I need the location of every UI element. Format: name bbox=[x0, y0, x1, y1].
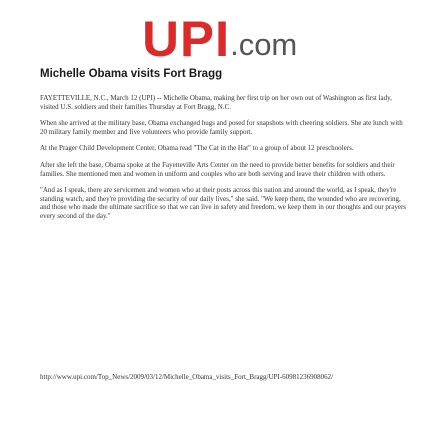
article-headline: Michelle Obama visits Fort Bragg bbox=[40, 68, 223, 80]
logo-main-text: UPI bbox=[141, 11, 230, 67]
article-paragraph: "And as I speak, there are servicemen and women who at their posts across this nation and around the world, as I speak, they're standing watch, and they're providing the security of our daily lives," she said. "We keep them, the wounded who are recovering, and those who made the ultimate sacrifice so that we can live in safety and freedom, we keep them in our thoughts and our prayers every second of the day." bbox=[40, 186, 407, 220]
article-body bbox=[40, 94, 410, 229]
upi-logo bbox=[0, 8, 440, 67]
article-paragraph: At the Prager Child Development Center, Obama read "The Cat in the Hat" to a group of about 12 preschoolers. bbox=[40, 144, 354, 153]
article-paragraph: FAYETTEVILLE, N.C., March 12 (UPI) -- Michelle Obama, making her first trip on her own out of Washington as first lady, visited U.S. soldiers and their families Thursday at Fort Bragg, N.C. bbox=[40, 94, 392, 111]
article-paragraph: When she arrived at the military base, Obama exchanged hugs and posed for snapshots with cheering soldiers. She ate lunch with 20 military family member and five volunteers who provide family support. bbox=[40, 119, 403, 136]
source-url: http://www.upi.com/Top_News/2009/03/12/Michelle_Obama_visits_Fort_Bragg/UPI-60981236908062/ bbox=[40, 373, 334, 381]
logo-dotcom-text: .com bbox=[230, 27, 298, 62]
article-paragraph: After she left the base, Obama spoke at the Fayetteville Arts Center on the need to provide better benefits for soldiers and their families. She mentioned men and women in uniform and couples who are both serving and leave their children with others. bbox=[40, 160, 395, 178]
